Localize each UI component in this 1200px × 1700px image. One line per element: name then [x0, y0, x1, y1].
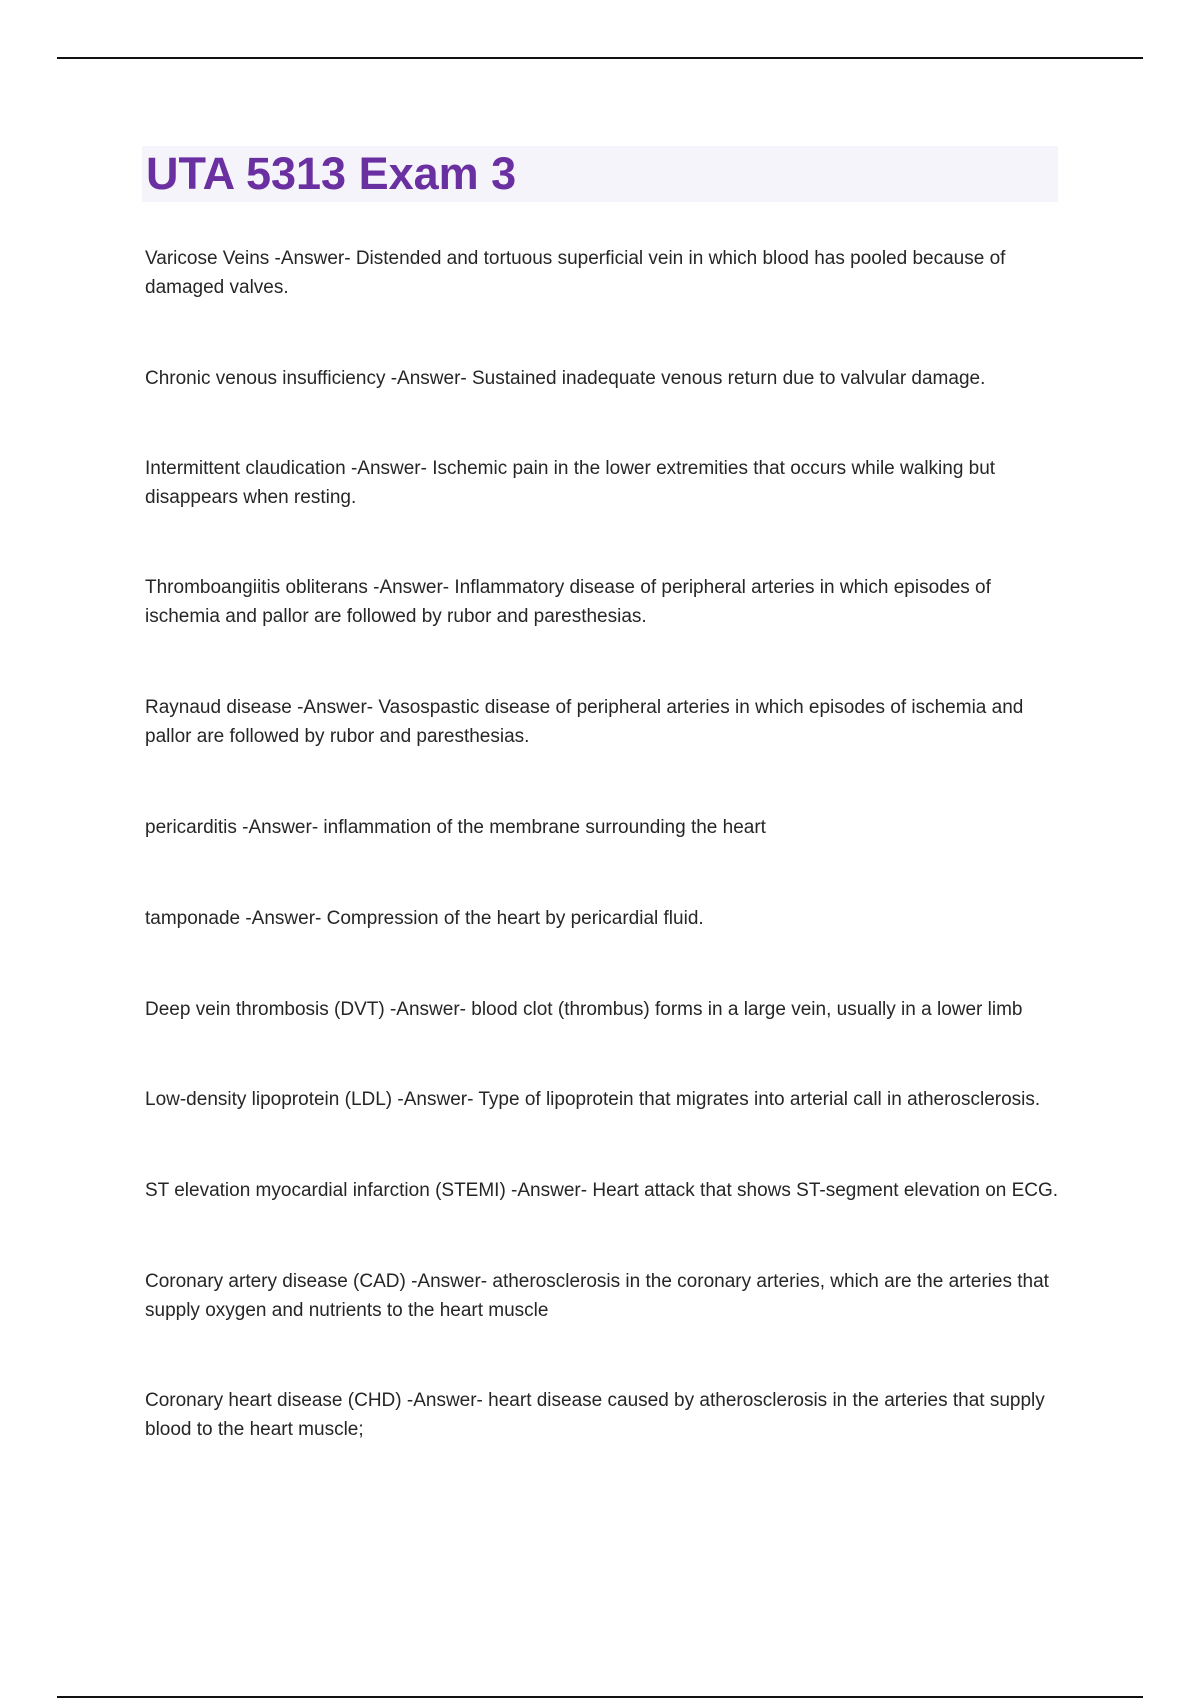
bottom-rule	[57, 1696, 1143, 1698]
flashcard-entry: Deep vein thrombosis (DVT) -Answer- blood clot (thrombus) forms in a large vein, usually in a lower limb	[145, 999, 1023, 1020]
flashcard-entry: Low-density lipoprotein (LDL) -Answer- Type of lipoprotein that migrates into arterial call in atherosclerosis.	[145, 1089, 1041, 1110]
flashcard-entry: ST elevation myocardial infarction (STEMI) -Answer- Heart attack that shows ST-segment elevation on ECG.	[145, 1180, 1059, 1201]
title-band	[142, 146, 1058, 202]
flashcard-entry: tamponade -Answer- Compression of the heart by pericardial fluid.	[145, 908, 704, 929]
flashcard-list	[145, 244, 1061, 1444]
flashcard-entry: Coronary artery disease (CAD) -Answer- atherosclerosis in the coronary arteries, which are the arteries that supply oxygen and nutrients to the heart muscle	[145, 1271, 1049, 1321]
flashcard-entry: pericarditis -Answer- inflammation of the membrane surrounding the heart	[145, 817, 766, 838]
flashcard-entry: Intermittent claudication -Answer- Ischemic pain in the lower extremities that occurs while walking but disappears when resting.	[145, 458, 996, 508]
flashcard-entry: Thromboangiitis obliterans -Answer- Inflammatory disease of peripheral arteries in which episodes of ischemia and pallor are followed by rubor and paresthesias.	[145, 577, 991, 627]
page-title: UTA 5313 Exam 3	[146, 148, 517, 199]
flashcard-entry: Raynaud disease -Answer- Vasospastic disease of peripheral arteries in which episodes of ischemia and pallor are followed by rubor and paresthesias.	[145, 697, 1024, 747]
top-rule	[57, 57, 1143, 59]
flashcard-entry: Coronary heart disease (CHD) -Answer- heart disease caused by atherosclerosis in the arteries that supply blood to the heart muscle;	[145, 1390, 1045, 1440]
flashcard-entry: Varicose Veins -Answer- Distended and tortuous superficial vein in which blood has pooled because of damaged valves.	[145, 248, 1006, 298]
flashcard-entry: Chronic venous insufficiency -Answer- Sustained inadequate venous return due to valvular damage.	[145, 368, 986, 389]
